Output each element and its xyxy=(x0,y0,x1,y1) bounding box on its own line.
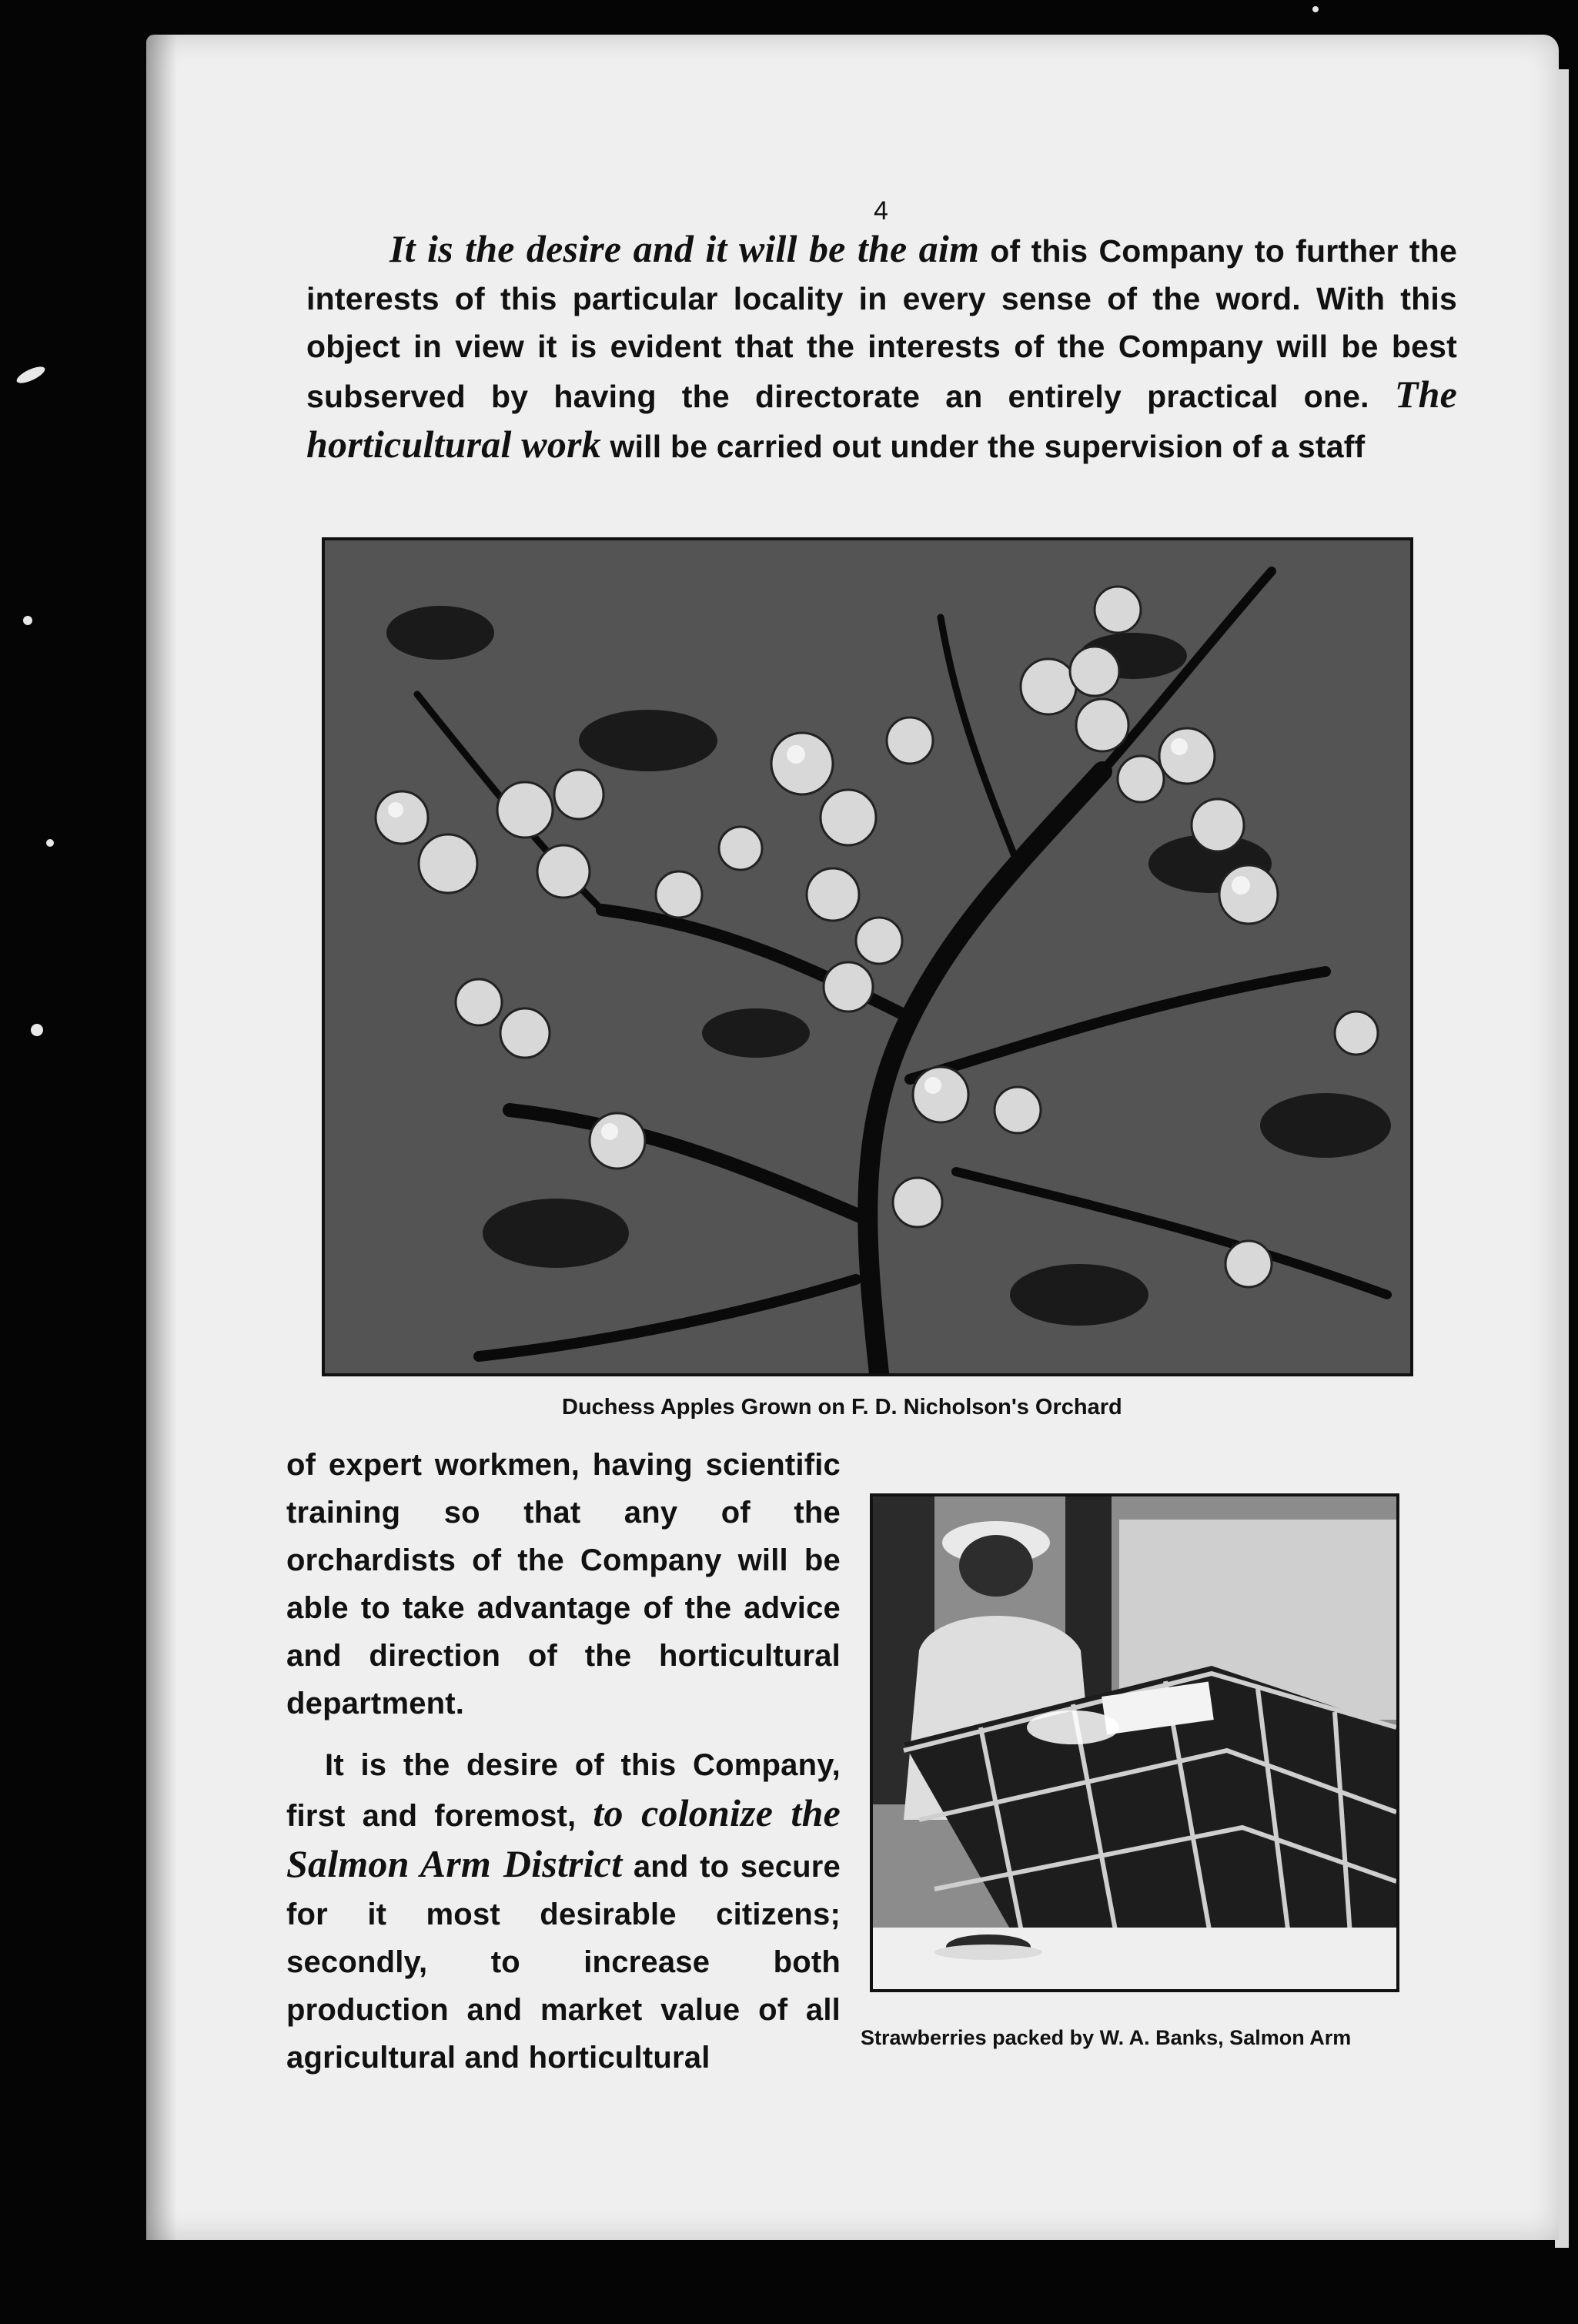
apple-tree-illustration xyxy=(325,540,1410,1373)
apple-photo-caption: Duchess Apples Grown on F. D. Nicholson's Orchard xyxy=(562,1395,1122,1419)
intro-lead-emphasis: It is the desire and it will be the aim xyxy=(389,227,980,270)
page-shadow xyxy=(146,35,177,2240)
scan-speck xyxy=(1312,6,1319,12)
column-paragraph-2-emphasis: to colonize the Salmon Arm District xyxy=(286,1791,841,1885)
column-paragraph-1: of expert workmen, having scientific training so that any of the orchardists of the Company will be able to take advantage of the advice and direction of the horticultural department. xyxy=(286,1448,841,1720)
strawberry-photo-caption: Strawberries packed by W. A. Banks, Salmon Arm xyxy=(861,2026,1352,2049)
apple-tree-photo xyxy=(322,537,1413,1376)
scan-speck xyxy=(46,839,54,847)
intro-paragraph xyxy=(306,225,1457,470)
scan-speck xyxy=(23,616,32,625)
column-text xyxy=(286,1441,841,2082)
page-number: 4 xyxy=(874,196,888,226)
column-paragraph-2-start: It is the desire of this Company, first and foremost, xyxy=(286,1748,841,1833)
scan-speck xyxy=(31,1024,43,1036)
column-paragraph-2-end: and to secure for it most desirable citizens; secondly, to increase both production and market value of all agricultural and horticultural xyxy=(286,1850,841,2075)
intro-text-2: will be carried out under the supervision of a staff xyxy=(600,429,1366,464)
strawberry-crates-illustration xyxy=(873,1496,1396,1989)
column-paragraph-2 xyxy=(286,1741,841,2082)
strawberry-photo xyxy=(870,1493,1399,1992)
intro-text-1: of this Company to further the interests of this particular locality in every sense of the word. With this object in view it is evident that the interests of the Company will be best subserved by having the directorate an entirely practical one. xyxy=(306,233,1457,414)
intro-mid-emphasis: The horticultural work xyxy=(306,373,1457,466)
scan-speck xyxy=(15,363,47,386)
